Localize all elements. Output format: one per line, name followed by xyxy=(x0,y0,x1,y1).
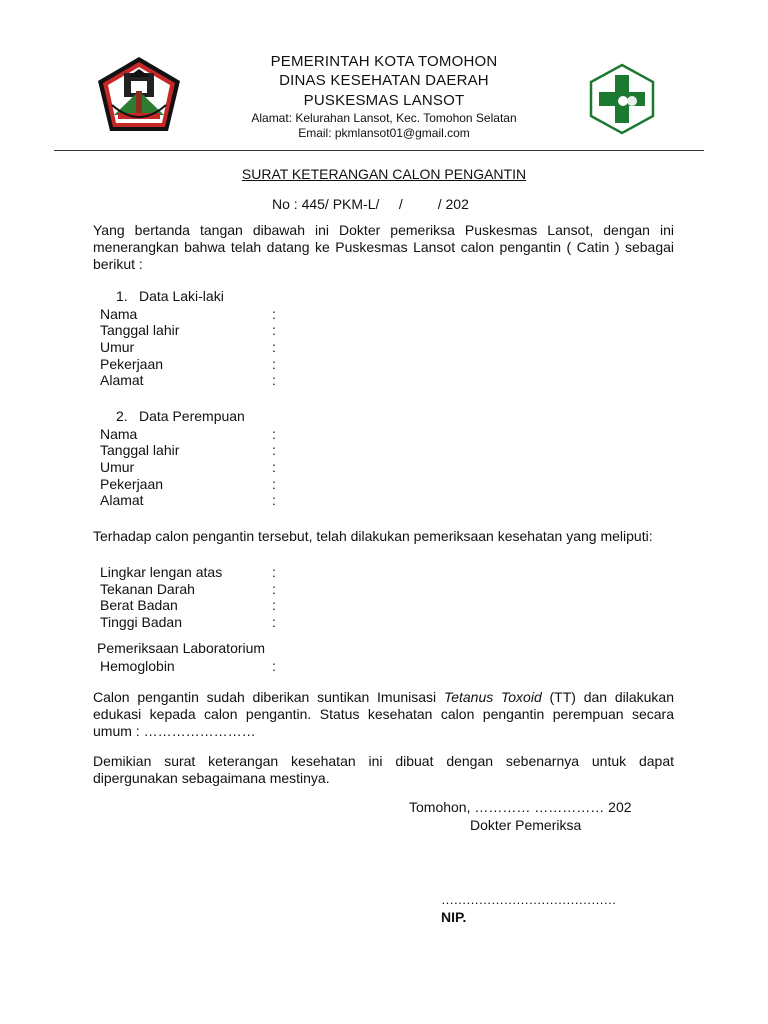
header-government: PEMERINTAH KOTA TOMOHON xyxy=(270,53,498,70)
male-job-colon: : xyxy=(272,356,276,372)
female-name-label: Nama xyxy=(100,426,138,442)
exam-lila-colon: : xyxy=(272,564,276,580)
exam-weight-colon: : xyxy=(272,597,276,613)
hemoglobin-label: Hemoglobin xyxy=(100,658,175,674)
header-puskesmas: PUSKESMAS LANSOT xyxy=(303,92,465,109)
section-male-number: 1. xyxy=(116,288,128,304)
female-address-colon: : xyxy=(272,492,276,508)
exam-intro-paragraph: Terhadap calon pengantin tersebut, telah dilakukan pemeriksaan kesehatan yang meliputi: xyxy=(93,528,653,544)
document-number: No : 445/ PKM-L/ / / 202 xyxy=(272,196,469,212)
section-female-number: 2. xyxy=(116,408,128,424)
lab-title: Pemeriksaan Laboratorium xyxy=(97,640,266,656)
header-address: Alamat: Kelurahan Lansot, Kec. Tomohon Selatan xyxy=(251,111,517,125)
female-name-colon: : xyxy=(272,426,276,442)
male-birthdate-colon: : xyxy=(272,322,276,338)
female-birthdate-colon: : xyxy=(272,442,276,458)
intro-paragraph: Yang bertanda tangan dibawah ini Dokter pemeriksa Puskesmas Lansot, dengan ini menerangkan bahwa telah datang ke Puskesmas Lansot calon pengantin ( Catin ) sebagai berikut : xyxy=(93,222,674,272)
male-name-label: Nama xyxy=(100,306,138,322)
exam-bp-colon: : xyxy=(272,581,276,597)
female-job-colon: : xyxy=(272,476,276,492)
exam-height-label: Tinggi Badan xyxy=(100,614,182,630)
immunization-text-2: (TT) dan dilakukan edukasi kepada calon pengantin. Status kesehatan calon pengantin perempuan secara umum : …………………… xyxy=(93,689,674,739)
male-address-colon: : xyxy=(272,372,276,388)
female-address-label: Alamat xyxy=(100,492,144,508)
female-job-label: Pekerjaan xyxy=(100,476,164,492)
signature-line: …………………………………… xyxy=(441,892,616,907)
nip-label: NIP. xyxy=(441,909,467,925)
female-age-colon: : xyxy=(272,459,276,475)
section-female-heading xyxy=(116,408,245,425)
female-age-label: Umur xyxy=(100,459,135,475)
exam-height-colon: : xyxy=(272,614,276,630)
document-title: SURAT KETERANGAN CALON PENGANTIN xyxy=(241,166,527,182)
signer-title: Dokter Pemeriksa xyxy=(470,817,582,833)
male-job-label: Pekerjaan xyxy=(100,356,164,372)
female-birthdate-label: Tanggal lahir xyxy=(100,442,180,458)
section-male-heading xyxy=(116,288,224,305)
section-male-label: Data Laki-laki xyxy=(139,288,224,304)
section-female-label: Data Perempuan xyxy=(139,408,245,424)
header-department: DINAS KESEHATAN DAERAH xyxy=(279,72,489,89)
header-email: Email: pkmlansot01@gmail.com xyxy=(298,126,470,140)
male-birthdate-label: Tanggal lahir xyxy=(100,322,180,338)
immunization-text-1: Calon pengantin sudah diberikan suntikan Imunisasi xyxy=(93,689,444,705)
immunization-italic: Tetanus Toxoid xyxy=(443,689,542,705)
hemoglobin-colon: : xyxy=(272,658,276,674)
male-age-colon: : xyxy=(272,339,276,355)
header-divider xyxy=(54,150,704,151)
male-age-label: Umur xyxy=(100,339,135,355)
exam-lila-label: Lingkar lengan atas xyxy=(100,564,223,580)
exam-weight-label: Berat Badan xyxy=(100,597,178,613)
male-name-colon: : xyxy=(272,306,276,322)
place-date: Tomohon, ………… …………… 202 xyxy=(409,799,632,815)
exam-bp-label: Tekanan Darah xyxy=(100,581,195,597)
male-address-label: Alamat xyxy=(100,372,144,388)
immunization-paragraph xyxy=(93,689,674,740)
closing-paragraph: Demikian surat keterangan kesehatan ini dibuat dengan sebenarnya untuk dapat dipergunakan sebagaimana mestinya. xyxy=(93,753,674,786)
